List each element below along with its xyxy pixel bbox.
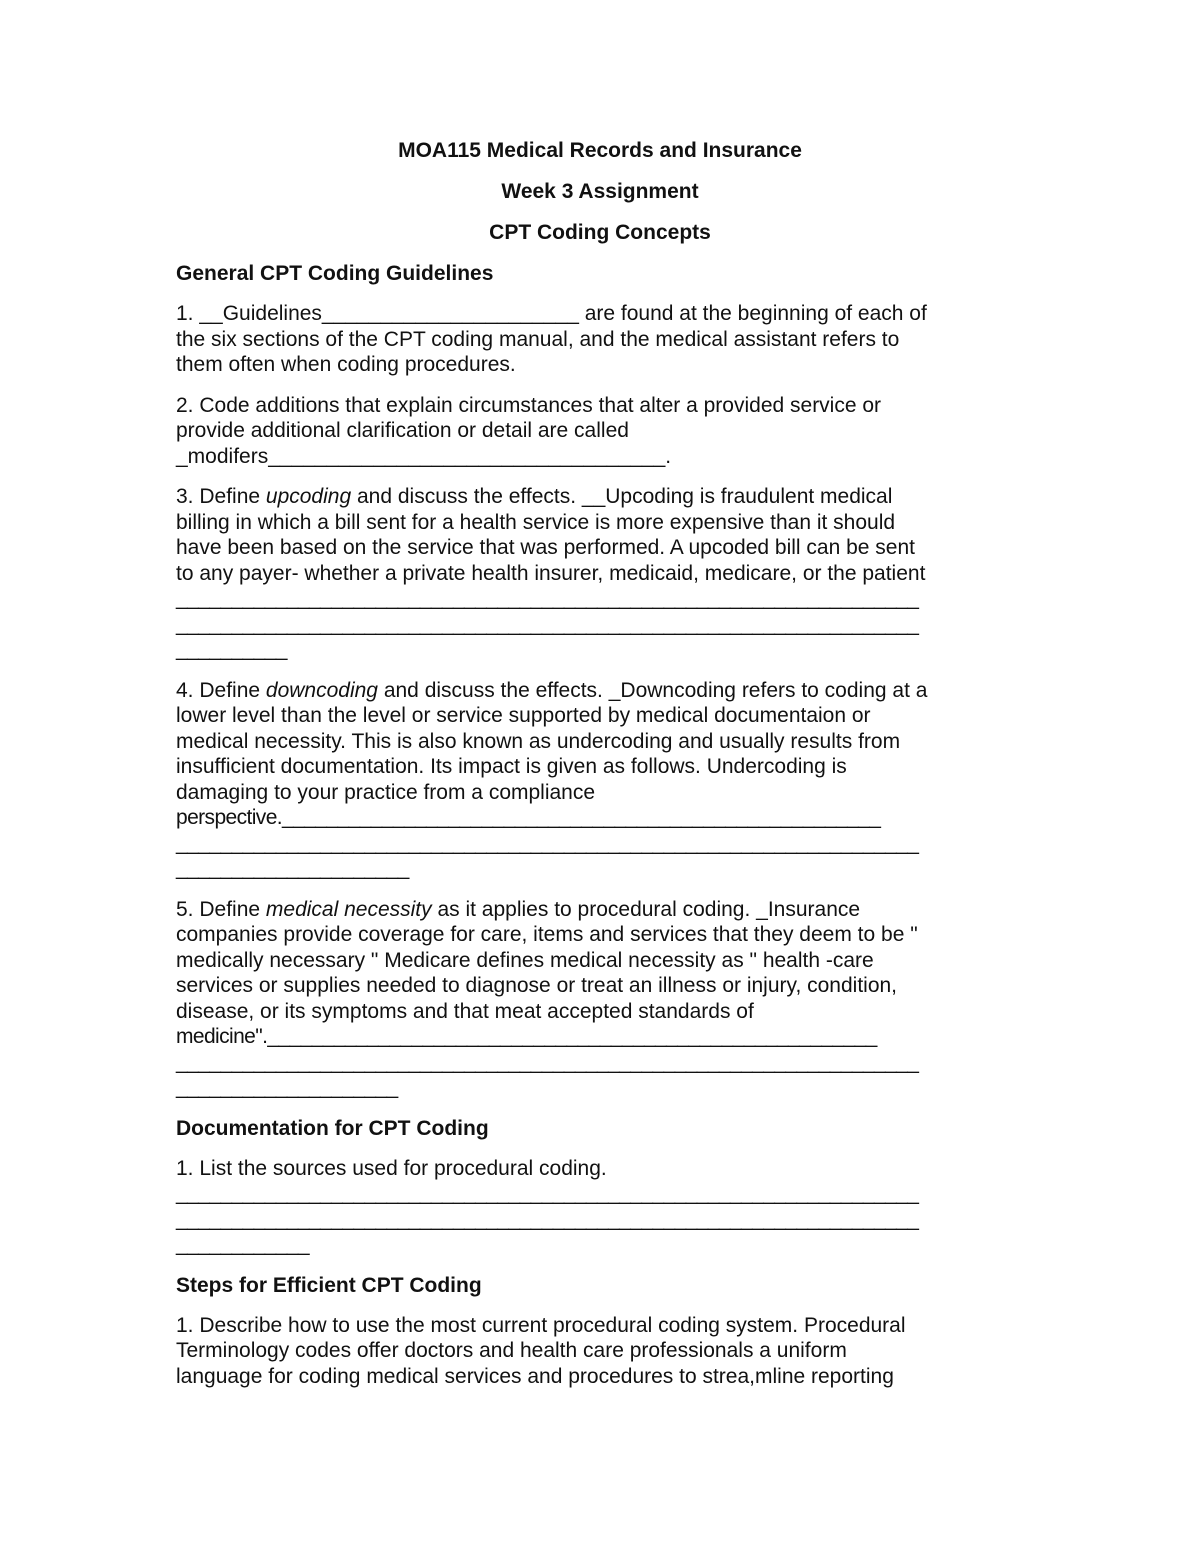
assignment-title: Week 3 Assignment [501,180,699,203]
question-general-5 [176,897,1036,1101]
text-line: perspective.______________________________________________________ [176,806,881,829]
answer-blank-line: ___________________________________________________________________ [176,1182,919,1205]
text-line: insufficient documentation. Its impact is given as follows. Undercoding is [176,755,847,778]
question-term: upcoding [265,485,352,508]
question-suffix: and discuss the effects. _Downcoding refers to coding at a [377,678,928,702]
question-documentation-1 [176,1156,1036,1258]
section-heading-general: General CPT Coding Guidelines [176,262,494,285]
answer-blank-line: __________ [176,638,287,661]
answer-blank-line: ____________________ [176,1076,398,1099]
text-line: language for coding medical services and procedures to strea,mline reporting [176,1364,894,1388]
text-line [176,678,1036,704]
text-line: 1. Describe how to use the most current procedural coding system. Procedural [176,1313,906,1337]
question-prefix: 5. Define [176,897,266,921]
answer-blank-line: ___________________________________________________________________ [176,1050,919,1074]
question-general-1 [176,301,1036,378]
answer-blank-line: _____________________ [176,857,409,880]
question-term: downcoding [265,678,378,702]
section-heading-steps: Steps for Efficient CPT Coding [176,1273,482,1297]
text-line: medically necessary " Medicare defines medical necessity as " health -care [176,948,874,972]
text-line: 1. __Guidelines______________________ are found at the beginning of each of [176,302,927,325]
text-line: medicine"._______________________________________________________ [176,1025,877,1048]
section-heading-documentation: Documentation for CPT Coding [176,1116,489,1140]
text-line: _modifers__________________________________. [176,444,672,468]
text-line: services or supplies needed to diagnose or treat an illness or injury, condition, [176,974,898,997]
text-line [176,897,1036,923]
title-block [176,138,1024,245]
answer-blank-line: ___________________________________________________________________ [176,587,919,610]
question-suffix: and discuss the effects. __Upcoding is fraudulent medical [351,485,893,508]
text-line: have been based on the service that was performed. A upcoded bill can be sent [176,536,915,559]
answer-blank-line: ___________________________________________________________________ [176,831,919,855]
text-line: provide additional clarification or detail are called [176,419,629,442]
question-suffix: as it applies to procedural coding. _Insurance [431,897,861,921]
text-line: 2. Code additions that explain circumstances that alter a provided service or [176,393,882,417]
question-general-3 [176,484,1036,663]
text-line: to any payer- whether a private health insurer, medicaid, medicare, or the patient [176,561,926,585]
answer-blank-line: ___________________________________________________________________ [176,1207,919,1231]
text-line: damaging to your practice from a compliance [176,780,596,804]
question-term: medical necessity [265,897,432,921]
question-general-2 [176,393,1036,470]
answer-blank-line: ___________________________________________________________________ [176,612,919,636]
text-line: disease, or its symptoms and that meat accepted standards of [176,999,754,1023]
document-page [176,138,1036,1404]
text-line: lower level than the level or service supported by medical documentaion or [176,704,871,727]
text-line: Terminology codes offer doctors and health care professionals a uniform [176,1339,847,1362]
question-steps-1 [176,1313,1036,1390]
text-line: 1. List the sources used for procedural coding. [176,1156,607,1180]
topic-title: CPT Coding Concepts [489,221,711,244]
text-line: the six sections of the CPT coding manual, and the medical assistant refers to [176,327,900,351]
question-general-4 [176,678,1036,882]
text-line [176,484,1036,510]
text-line: medical necessity. This is also known as undercoding and usually results from [176,729,901,753]
text-line: them often when coding procedures. [176,353,516,376]
text-line: billing in which a bill sent for a health service is more expensive than it should [176,510,896,534]
question-prefix: 4. Define [176,678,266,702]
course-title: MOA115 Medical Records and Insurance [398,139,802,162]
text-line: companies provide coverage for care, items and services that they deem to be " [176,923,918,946]
answer-blank-line: ____________ [176,1233,309,1256]
question-prefix: 3. Define [176,485,266,508]
